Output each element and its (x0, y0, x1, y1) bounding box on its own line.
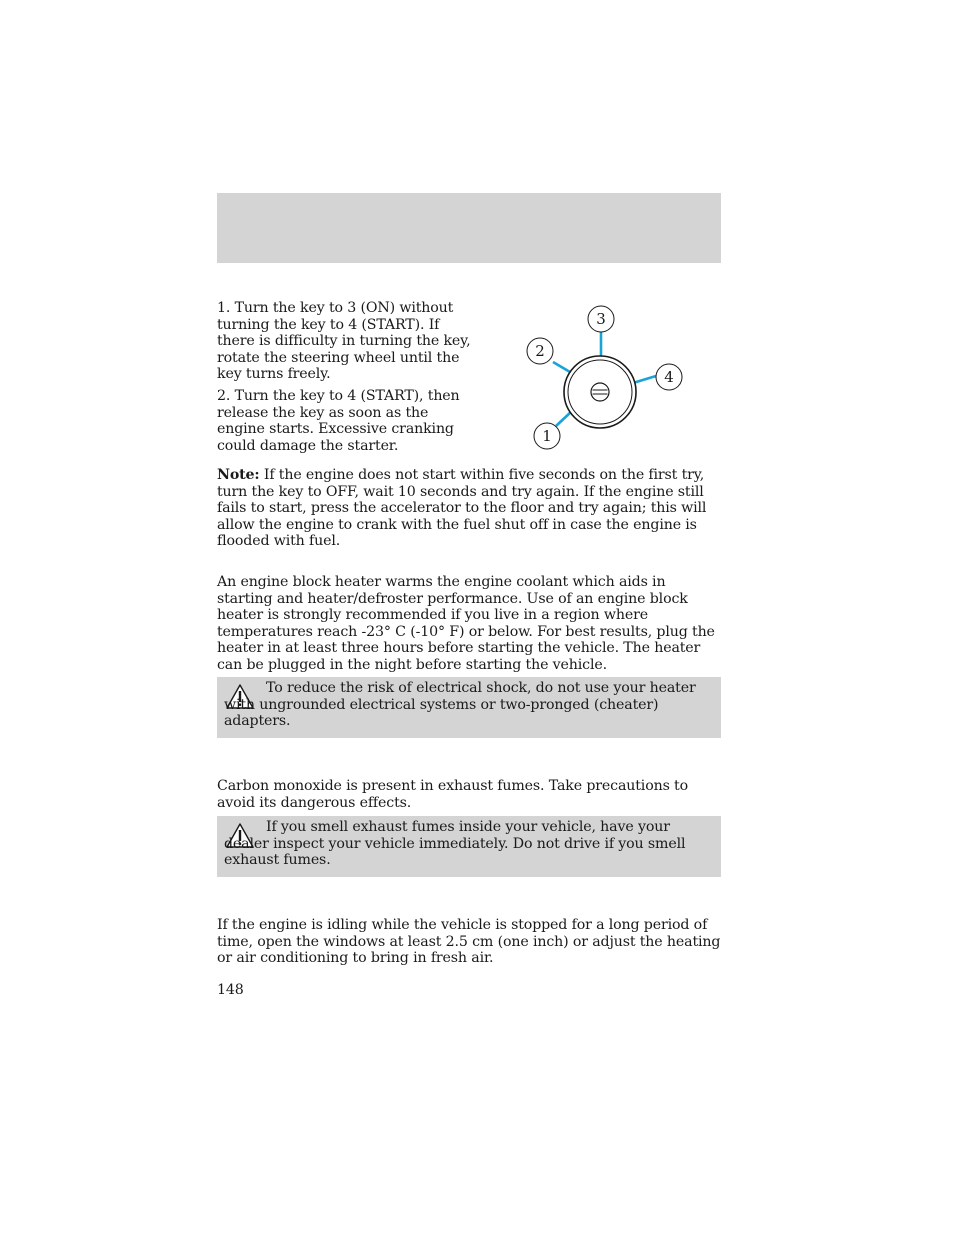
note-paragraph (217, 467, 723, 550)
position-3 (588, 306, 614, 332)
svg-text:3: 3 (596, 310, 606, 328)
ignition-step-1: 1. Turn the key to 3 (ON) without turning the key to 4 (START). If there is difficulty in turning the key, rotate the steering wheel until the key turns freely. (217, 300, 471, 382)
svg-text:2: 2 (535, 342, 545, 360)
note-text: If the engine does not start within five seconds on the first try, turn the key to OFF, wait 10 seconds and try again. If the engine still fails to start, press the accelerator to the floor and try again; this will allow the engine to crank with the fuel shut off in case the engine is flooded with fuel. (217, 467, 707, 549)
position-2 (527, 338, 553, 364)
position-4 (656, 364, 682, 390)
heater-warning-text: To reduce the risk of electrical shock, do not use your heater with ungrounded electrical systems or two-pronged (cheater) adapters. (224, 680, 696, 729)
position-1 (534, 423, 560, 449)
header-band (217, 193, 721, 263)
exhaust-warning-text: If you smell exhaust fumes inside your vehicle, have your dealer inspect your vehicle immediately. Do not drive if you smell exhaust fumes. (224, 819, 686, 868)
exhaust-warning-box (217, 816, 721, 877)
svg-text:1: 1 (542, 427, 552, 445)
note-label: Note: (217, 467, 260, 483)
key-cylinder-icon (564, 356, 636, 428)
exhaust-paragraph: Carbon monoxide is present in exhaust fumes. Take precautions to avoid its dangerous effects. (217, 778, 689, 811)
ignition-step-2: 2. Turn the key to 4 (START), then release the key as soon as the engine starts. Excessive cranking could damage the starter. (217, 388, 460, 454)
ignition-switch-diagram (520, 300, 690, 460)
heater-warning-box (217, 677, 721, 738)
svg-text:4: 4 (664, 368, 674, 386)
block-heater-paragraph: An engine block heater warms the engine coolant which aids in starting and heater/defroster performance. Use of an engine block heater is strongly recommended if you live in a region where temperatures reach -23° C (-10° F) or below. For best results, plug the heater in at least three hours before starting the vehicle. The heater can be plugged in the night before starting the vehicle. (217, 574, 715, 673)
page-number: 148 (217, 982, 244, 998)
idling-paragraph: If the engine is idling while the vehicle is stopped for a long period of time, open the windows at least 2.5 cm (one inch) or adjust the heating or air conditioning to bring in fresh air. (217, 917, 721, 966)
